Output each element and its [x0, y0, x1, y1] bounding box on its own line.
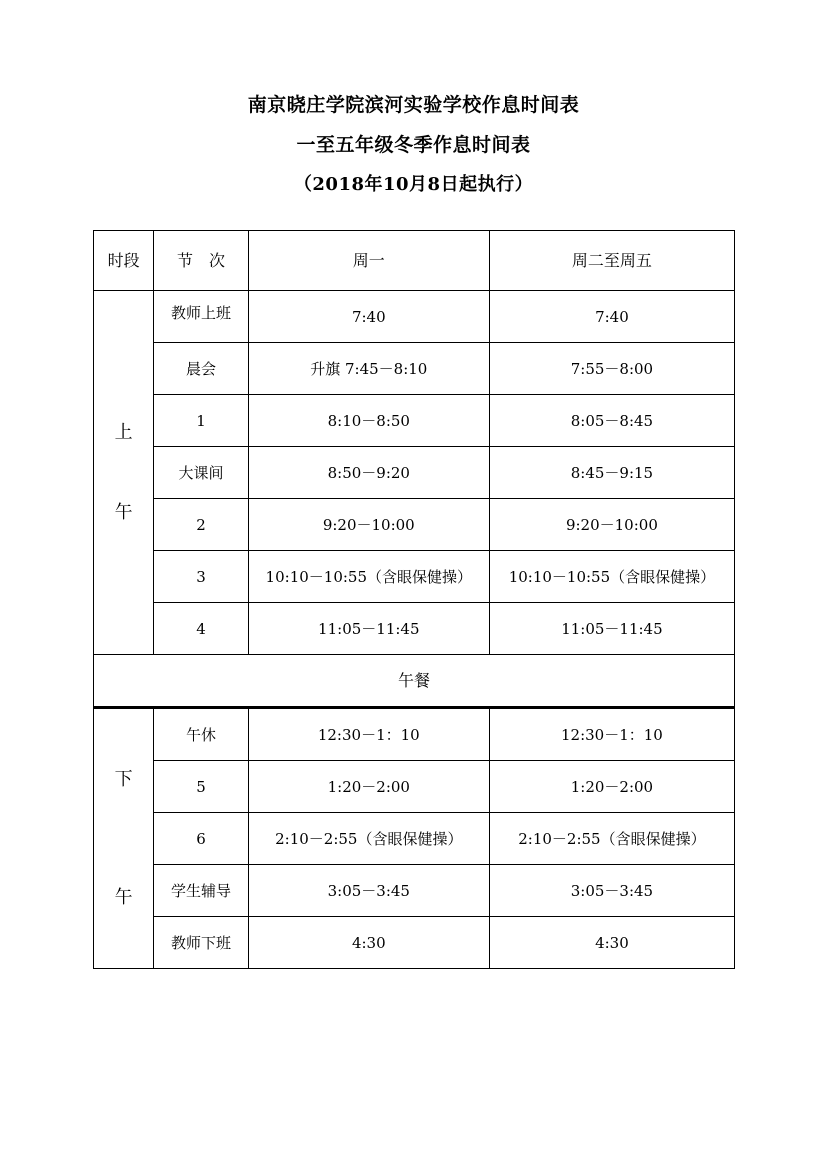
tue-fri-cell: 8:05－8:45 — [489, 395, 734, 447]
table-row — [94, 291, 735, 343]
tue-fri-cell: 11:05－11:45 — [489, 603, 734, 655]
tue-fri-cell: 3:05－3:45 — [489, 865, 734, 917]
morning-segment — [94, 291, 154, 655]
tue-fri-cell: 9:20－10:00 — [489, 499, 734, 551]
table-row — [94, 865, 735, 917]
lunch-cell: 午餐 — [94, 655, 735, 708]
monday-cell: 8:10－8:50 — [248, 395, 489, 447]
table-row — [94, 761, 735, 813]
period-cell: 1 — [154, 395, 248, 447]
period-cell: 午休 — [154, 708, 248, 761]
tue-fri-cell: 10:10－10:55（含眼保健操） — [489, 551, 734, 603]
tue-fri-cell: 7:40 — [489, 291, 734, 343]
table-row — [94, 551, 735, 603]
afternoon-label-top: 下 — [114, 768, 133, 790]
period-cell: 晨会 — [154, 343, 248, 395]
table-row — [94, 447, 735, 499]
schedule-table — [93, 230, 735, 969]
effective-date: （2018年10月8日起执行） — [293, 174, 534, 195]
table-row — [94, 395, 735, 447]
period-cell: 大课间 — [154, 447, 248, 499]
table-row — [94, 343, 735, 395]
table-row — [94, 603, 735, 655]
monday-cell: 7:40 — [248, 291, 489, 343]
monday-cell: 升旗 7:45－8:10 — [248, 343, 489, 395]
period-cell: 2 — [154, 499, 248, 551]
tue-fri-cell: 2:10－2:55（含眼保健操） — [489, 813, 734, 865]
header-segment: 时段 — [94, 231, 154, 291]
table-row — [94, 813, 735, 865]
monday-cell: 4:30 — [248, 917, 489, 969]
period-cell: 5 — [154, 761, 248, 813]
document-subtitle: 一至五年级冬季作息时间表 — [296, 134, 531, 156]
period-cell: 3 — [154, 551, 248, 603]
period-cell: 4 — [154, 603, 248, 655]
monday-cell: 9:20－10:00 — [248, 499, 489, 551]
monday-cell: 2:10－2:55（含眼保健操） — [248, 813, 489, 865]
document-title: 南京晓庄学院滨河实验学校作息时间表 — [247, 94, 580, 116]
lunch-row — [94, 655, 735, 708]
header-monday: 周一 — [248, 231, 489, 291]
tue-fri-cell: 4:30 — [489, 917, 734, 969]
monday-cell: 11:05－11:45 — [248, 603, 489, 655]
afternoon-label-bottom: 午 — [114, 886, 133, 908]
monday-cell: 10:10－10:55（含眼保健操） — [248, 551, 489, 603]
header-tue-fri: 周二至周五 — [489, 231, 734, 291]
table-row — [94, 917, 735, 969]
tue-fri-cell: 1:20－2:00 — [489, 761, 734, 813]
tue-fri-cell: 7:55－8:00 — [489, 343, 734, 395]
monday-cell: 12:30－1：10 — [248, 708, 489, 761]
table-row — [94, 708, 735, 761]
header-row — [94, 231, 735, 291]
monday-cell: 1:20－2:00 — [248, 761, 489, 813]
period-cell: 学生辅导 — [154, 865, 248, 917]
tue-fri-cell: 8:45－9:15 — [489, 447, 734, 499]
morning-label-bottom: 午 — [114, 501, 133, 523]
monday-cell: 8:50－9:20 — [248, 447, 489, 499]
tue-fri-cell: 12:30－1：10 — [489, 708, 734, 761]
period-cell: 6 — [154, 813, 248, 865]
table-row — [94, 499, 735, 551]
period-cell: 教师下班 — [154, 917, 248, 969]
header-period: 节 次 — [154, 231, 248, 291]
monday-cell: 3:05－3:45 — [248, 865, 489, 917]
morning-label-top: 上 — [114, 421, 133, 443]
afternoon-segment — [94, 708, 154, 969]
period-cell: 教师上班 — [154, 287, 248, 339]
